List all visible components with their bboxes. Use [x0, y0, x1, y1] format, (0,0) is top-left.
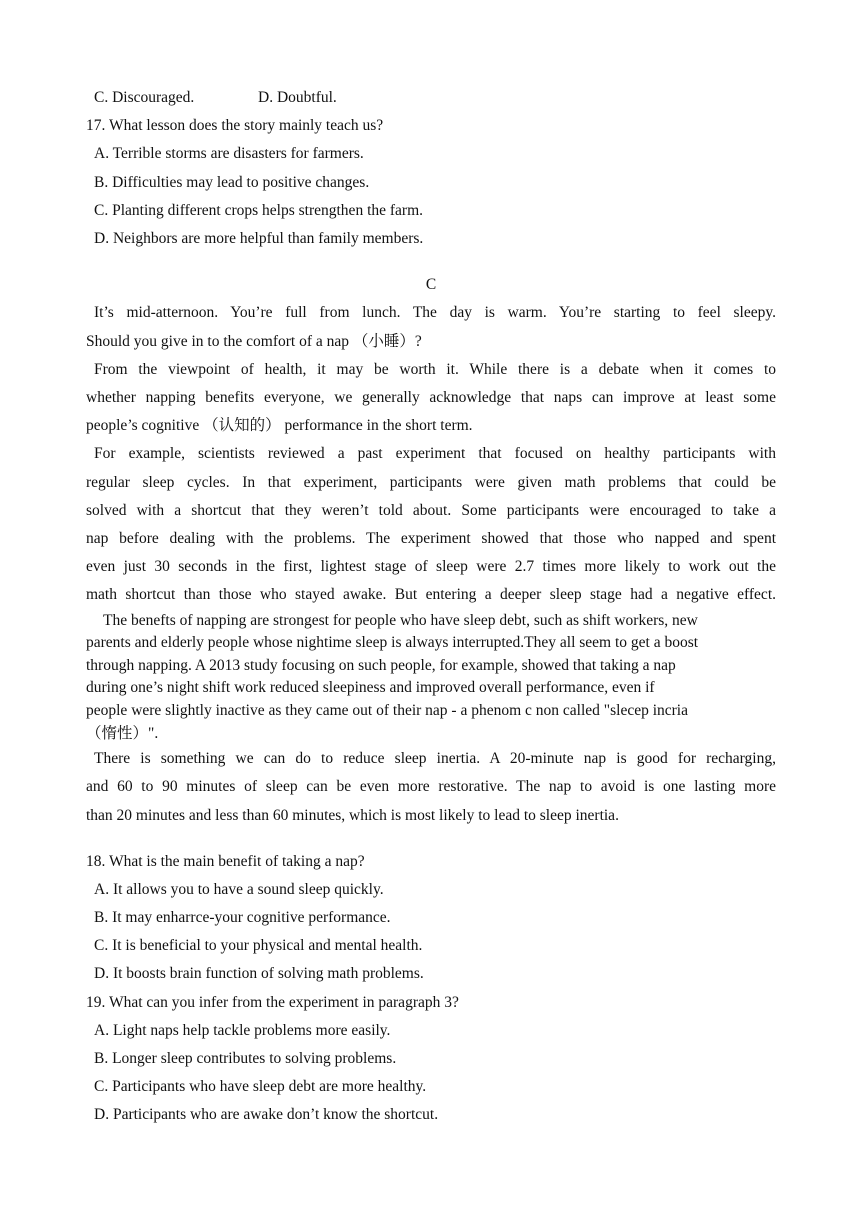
q18-option-c: C. It is beneficial to your physical and mental health.: [94, 937, 423, 955]
passage-line: The benefts of napping are strongest for people who have sleep debt, such as shift workers, new: [103, 611, 698, 629]
passage-line: than 20 minutes and less than 60 minutes, which is most likely to lead to sleep inertia.: [86, 806, 619, 824]
passage-line: solved with a shortcut that they weren’t told about. Some participants were encouraged to take a: [86, 501, 776, 519]
passage-line: It’s mid-atternoon. You’re full from lunch. The day is warm. You’re starting to feel sleepy.: [94, 304, 776, 322]
q19-option-b: B. Longer sleep contributes to solving problems.: [94, 1050, 397, 1068]
passage-paragraph-1: [86, 299, 776, 355]
q17-option-d: D. Neighbors are more helpful than family members.: [94, 229, 424, 247]
passage-paragraph-4: [86, 610, 776, 746]
document-page: [86, 84, 776, 1130]
q18-option-d: D. It boosts brain function of solving math problems.: [94, 965, 424, 983]
q16-option-c: C. Discouraged.: [94, 89, 195, 106]
passage-paragraph-2: [86, 356, 776, 441]
passage-line: whether napping benefits everyone, we generally acknowledge that naps can improve at least some: [86, 388, 776, 406]
passage-line: math shortcut than those who stayed awake. But entering a deeper sleep stage had a negative effect.: [86, 586, 776, 604]
q17-option-b: B. Difficulties may lead to positive changes.: [94, 173, 370, 191]
passage-line: parents and elderly people whose nightime sleep is always interrupted.They all seem to get a boost: [86, 634, 699, 652]
q17-option-a: A. Terrible storms are disasters for farmers.: [94, 145, 364, 163]
passage-line: through napping. A 2013 study focusing on such people, for example, showed that taking a nap: [86, 656, 676, 674]
passage-line: For example, scientists reviewed a past experiment that focused on healthy participants with: [94, 445, 776, 463]
q18-option-b: B. It may enharrce-your cognitive performance.: [94, 909, 391, 927]
passage-line: and 60 to 90 minutes of sleep can be even more restorative. The nap to avoid is one lasting more: [86, 778, 776, 796]
passage-line: From the viewpoint of health, it may be worth it. While there is a debate when it comes to: [94, 360, 776, 378]
q16-option-d: D. Doubtful.: [258, 89, 337, 106]
passage-line: （惰性）".: [86, 724, 159, 742]
q17-option-c: C. Planting different crops helps strengthen the farm.: [94, 201, 424, 219]
q19-question: 19. What can you infer from the experiment in paragraph 3?: [86, 993, 459, 1011]
q18-option-a: A. It allows you to have a sound sleep quickly.: [94, 880, 384, 898]
section-heading: C: [425, 276, 437, 294]
passage-line: nap before dealing with the problems. The experiment showed that those who napped and spent: [86, 529, 776, 547]
passage-line: regular sleep cycles. In that experiment, participants were given math problems that could be: [86, 473, 776, 491]
q19-option-d: D. Participants who are awake don’t know the shortcut.: [94, 1106, 439, 1124]
passage-line: Should you give in to the comfort of a nap （小睡）?: [86, 332, 422, 350]
q17-question: 17. What lesson does the story mainly teach us?: [86, 117, 384, 135]
passage-line: during one’s night shift work reduced sleepiness and improved overall performance, even if: [86, 679, 655, 697]
passage-paragraph-3: [86, 440, 776, 609]
passage-paragraph-5: [86, 745, 776, 830]
passage-line: people’s cognitive （认知的） performance in the short term.: [86, 417, 473, 435]
passage-line: people were slightly inactive as they came out of their nap - a phenom c non called "slecep incria: [86, 701, 688, 719]
q16-options-tail: [86, 84, 776, 112]
q18-question: 18. What is the main benefit of taking a nap?: [86, 852, 365, 870]
passage-line: There is something we can do to reduce sleep inertia. A 20-minute nap is good for recharging,: [94, 750, 776, 768]
q19-option-a: A. Light naps help tackle problems more easily.: [94, 1021, 391, 1039]
passage-line: even just 30 seconds in the first, lightest stage of sleep were 2.7 times more likely to work out the: [86, 558, 776, 576]
q19-option-c: C. Participants who have sleep debt are more healthy.: [94, 1078, 427, 1096]
